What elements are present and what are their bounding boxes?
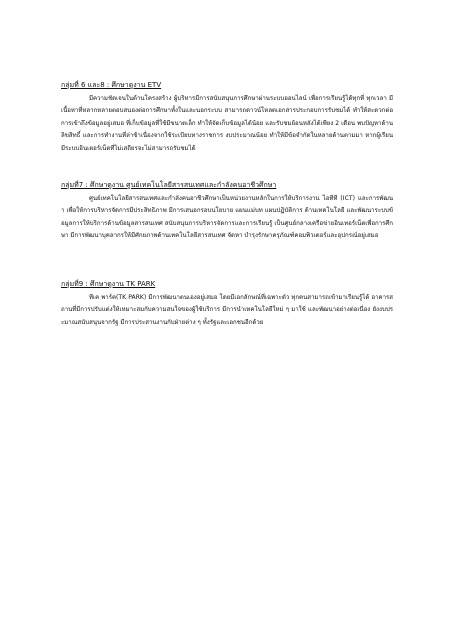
- section-heading: กลุ่มที่7 : ศึกษาดูงาน ศูนย์เทคโนโลยีสารสนเทศและกำลังคนอาชีวศึกษา: [61, 181, 277, 189]
- paragraph-text: ศูนย์เทคโนโลยีสารสนเทศและกำลังคนอาชีวศึกษาเป็นหน่วยงานหลักในการให้บริการงาน ไอทีที (ICT) และการพัฒนา เพื่อให้การบริหารจัดการมีประสิทธิภาพ มีการเสนอกรอบนโยบาย แผนแม่บท แผนปฏิบัติการ ด้านเทคโนโลยี และพัฒนาระบบข้อมูลการให้บริการด้านข้อมูลสารสนเทศ สนับสนุนการบริหารจัดการและการเรียนรู้ เป็นศูนย์กลางเครือข่ายอินเทอร์เน็ตเพื่อการศึกษา มีการพัฒนาบุคลากรให้มีศักยภาพด้านเทคโนโลยีสารสนเทศ จัดหา บำรุงรักษาครุภัณฑ์คอมพิวเตอร์และอุปกรณ์อยู่เสมอ: [61, 195, 393, 240]
- section-body: [61, 292, 393, 329]
- section-group-6-8: [61, 80, 393, 155]
- section-group-7: [61, 180, 393, 243]
- paragraph-text: ทีเค พาร์ค(TK PARK) มีการพัฒนาตนเองอยู่เสมอ โดยมีเอกลักษณ์ที่เฉพาะตัว ทุกคนสามารถเข้ามาเรียนรู้ได้ อาคารสถานที่มีการปรับแต่งให้เหมาะสมกับความสนใจของผู้ใช้บริการ มีการนำเทคโนโลยีใหม่ ๆ มาใช้ และพัฒนาอย่างต่อเนื่อง ยังงบประมาณสนับสนุนจากรัฐ มีการประสานงานกับฝ่ายต่าง ๆ ทั้งรัฐและเอกชนอีกด้วย: [61, 294, 393, 326]
- section-group-9: [61, 279, 393, 329]
- section-body: [61, 193, 393, 243]
- section-body: [61, 93, 393, 155]
- paragraph-text: มีความชัดเจนในด้านโครงสร้าง ผู้บริหารมีการสนับสนุนการศึกษาผ่านระบบออนไลน์ เพื่อการเรียนรู้ได้ทุกที่ ทุกเวลา มีเนื้อหาที่หลากหลายตอบสนองต่อการศึกษาทั้งในและนอกระบบ สามารถดาวน์โหลดเอกสารประกอบการรับชมได้ ทำให้สะดวกต่อการเข้าถึงข้อมูลอยู่เสมอ ที่เก็บข้อมูลที่ใช้มีขนาดเล็ก ทำให้จัดเก็บข้อมูลได้น้อย และรับชมย้อนหลังได้เพียง 2 เดือน พบปัญหาด้านลิขสิทธิ์ และการทำงานที่ล่าช้าเนื่องจากใช้ระเบียบทางราชการ งบประมาณน้อย ทำให้มีข้อจำกัดในหลายด้านตามมา หากผู้เรียนมีระบบอินเตอร์เน็ตที่ไม่เสถียรจะไม่สามารถรับชมได้: [61, 95, 393, 152]
- section-heading: กลุ่มที่9 : ศึกษาดูงาน TK PARK: [61, 280, 156, 288]
- section-heading: กลุ่มที่ 6 และ8 : ศึกษาดูงาน ETV: [61, 81, 162, 89]
